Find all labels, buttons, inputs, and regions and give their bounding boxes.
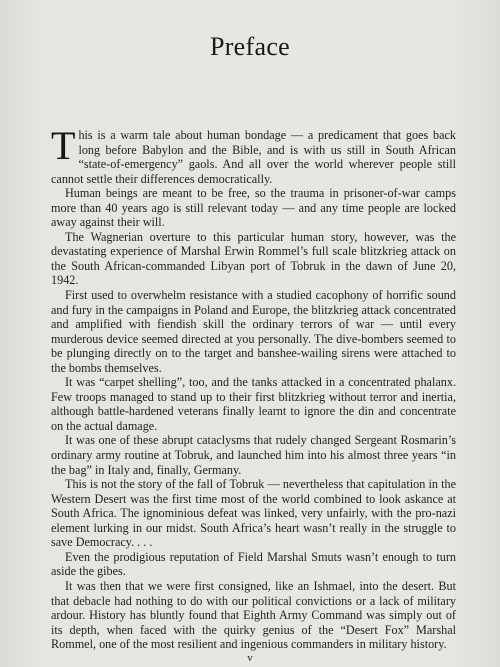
page-title: Preface xyxy=(209,32,291,61)
paragraph-4: First used to overwhelm resistance with a studied cacophony of horrific sound and fury in the campaigns in Poland and Europe, the blitzkrieg attack concentrated and amplified with fiendish skill the ordinary terrors of war — until every murderous device seemed directed at you personally. The dive-bombers seemed to be plunging directly on to the target and banshee-wailing sirens were attached to the bombs themselves. xyxy=(51,288,456,375)
paragraph-2: Human beings are meant to be free, so the trauma in prisoner-of-war camps more than 40 years ago is still relevant today — and any time people are locked away against their will. xyxy=(51,186,456,230)
paragraph-8: Even the prodigious reputation of Field Marshal Smuts wasn’t enough to turn aside the gibes. xyxy=(51,549,456,579)
paragraph-3: The Wagnerian overture to this particular human story, however, was the devastating experience of Marshal Erwin Rommel’s full scale blitzkrieg attack on the South African-commanded Libyan port of Tobruk in the dawn of June 20, 1942. xyxy=(51,229,456,288)
page-number: v xyxy=(247,652,253,664)
paragraph-6: It was one of these abrupt cataclysms that rudely changed Sergeant Rosmarin’s ordinary army routine at Tobruk, and launched him into his almost three years “in the bag” in Italy and, finally, Germany. xyxy=(51,433,456,477)
paragraph-5: It was “carpet shelling”, too, and the tanks attacked in a concentrated phalanx. Few troops managed to stand up to their first blitzkrieg without terror and inertia, although battle-hardened veterans finally learnt to ignore the din and concentrate on the actual damage. xyxy=(51,375,456,433)
paragraph-9: It was then that we were first consigned, like an Ishmael, into the desert. But that debacle had nothing to do with our political convictions or a lack of military ardour. History has bluntly found that Eighth Army Command was simply out of its depth, when faced with the quirky genius of the “Desert Fox” Marshal Rommel, one of the most resilient and ingenious commanders in military history. xyxy=(51,578,456,652)
paragraph-7: This is not the story of the fall of Tobruk — nevertheless that capitulation in the Western Desert was the first time most of the world combined to look askance at South Africa. The ignominious defeat was linked, very unfairly, with the pro-nazi element lurking in our midst. South Africa’s heart wasn’t really in the struggle to save Democracy. . . . xyxy=(51,477,456,550)
body-text xyxy=(51,123,456,652)
paragraph-1-text: his is a warm tale about human bondage — a predicament that goes back long before Babylon and the Bible, and is with us still in South African “state-of-emergency” gaols. And all over the world wherever people still cannot settle their differences democratically. xyxy=(51,128,456,186)
drop-cap: T xyxy=(51,123,76,168)
paragraph-1 xyxy=(51,123,456,186)
